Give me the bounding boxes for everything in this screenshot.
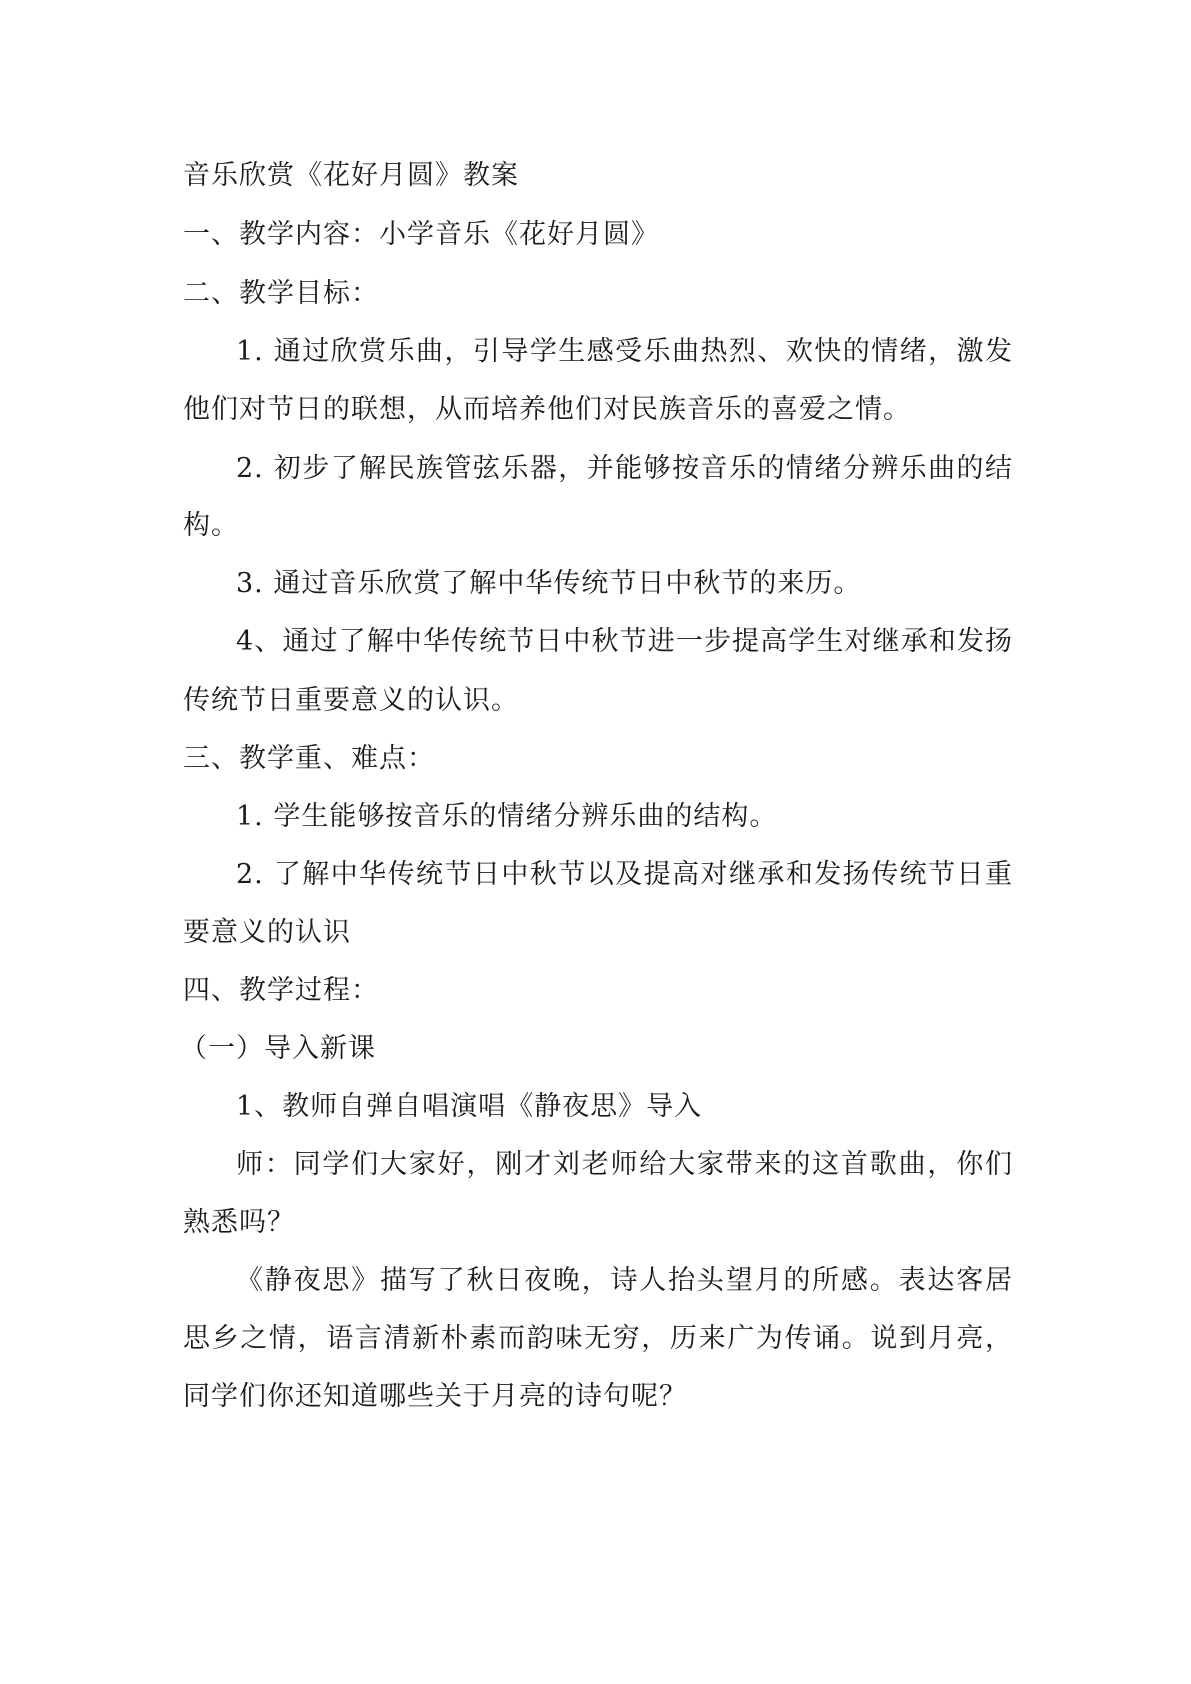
teacher-line-2: 熟悉吗？ (183, 1207, 295, 1238)
subsection-intro: （一）导入新课 (180, 1033, 376, 1064)
goal-2-line-1: 2. 初步了解民族管弦乐器，并能够按音乐的情绪分辨乐曲的结 (236, 453, 1013, 484)
goal-1-line-2: 他们对节日的联想，从而培养他们对民族音乐的喜爱之情。 (183, 394, 911, 425)
section-heading-goals: 二、教学目标： (183, 278, 379, 309)
poem-paragraph-line-3: 同学们你还知道哪些关于月亮的诗句呢？ (183, 1381, 687, 1412)
document-title: 音乐欣赏《花好月圆》教案 (183, 160, 519, 191)
teacher-line-1: 师：同学们大家好，刚才刘老师给大家带来的这首歌曲，你们 (236, 1149, 1013, 1180)
goal-1-line-1: 1. 通过欣赏乐曲，引导学生感受乐曲热烈、欢快的情绪，激发 (236, 336, 1013, 367)
keypoint-2-line-2: 要意义的认识 (183, 917, 351, 948)
goal-2-line-2: 构。 (183, 510, 239, 541)
poem-paragraph-line-1: 《静夜思》描写了秋日夜晚，诗人抬头望月的所感。表达客居 (236, 1265, 1013, 1296)
keypoint-2-line-1: 2. 了解中华传统节日中秋节以及提高对继承和发扬传统节日重 (236, 859, 1013, 890)
goal-3: 3. 通过音乐欣赏了解中华传统节日中秋节的来历。 (236, 568, 862, 599)
section-heading-content: 一、教学内容：小学音乐《花好月圆》 (183, 219, 659, 250)
poem-paragraph-line-2: 思乡之情，语言清新朴素而韵味无穷，历来广为传诵。说到月亮， (183, 1323, 1013, 1354)
section-heading-process: 四、教学过程： (183, 975, 379, 1006)
keypoint-1: 1. 学生能够按音乐的情绪分辨乐曲的结构。 (236, 801, 778, 832)
goal-4-line-2: 传统节日重要意义的认识。 (183, 685, 519, 716)
step-1: 1、教师自弹自唱演唱《静夜思》导入 (236, 1091, 703, 1122)
section-heading-keypoints: 三、教学重、难点： (183, 743, 435, 774)
goal-4-line-1: 4、通过了解中华传统节日中秋节进一步提高学生对继承和发扬 (236, 626, 1013, 657)
